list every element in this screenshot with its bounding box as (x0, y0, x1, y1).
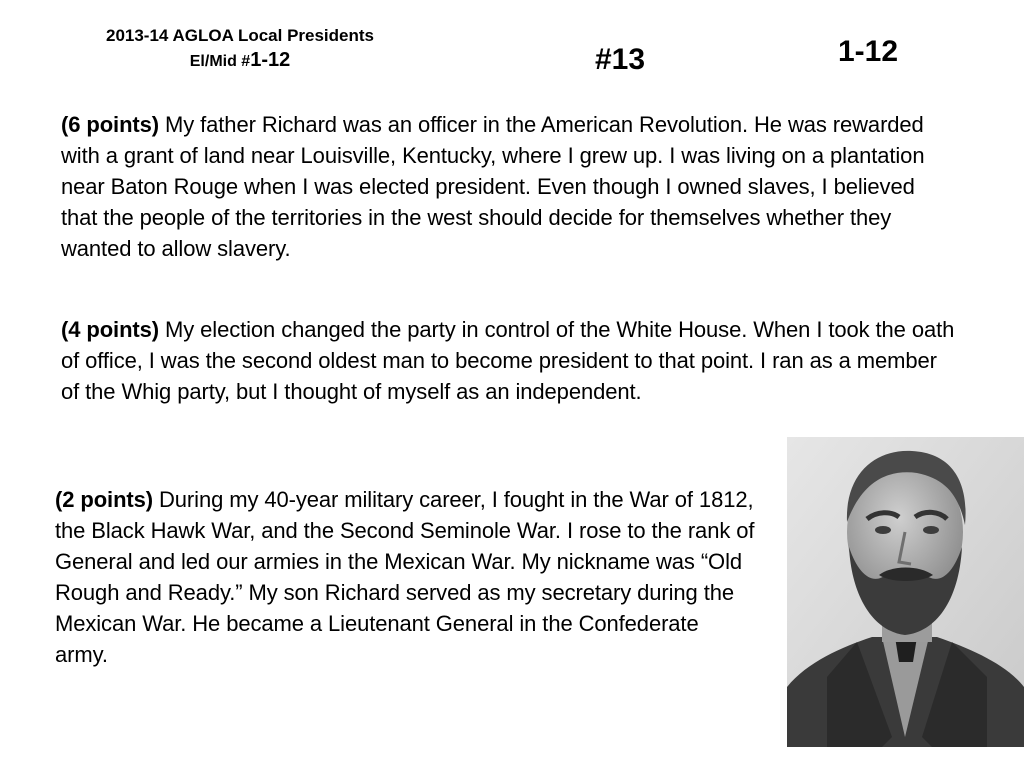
header-title-block (60, 24, 420, 74)
clue-text: During my 40-year military career, I fought in the War of 1812, the Black Hawk War, and the Second Seminole War. I rose to the rank of General and led our armies in the Mexican War. My nickname was “Old Rough and Ready.” My son Richard served as my secretary during the Mexican War. He became a Lieutenant General in the Confederate army. (55, 487, 755, 667)
header-subtitle (60, 48, 420, 74)
clue-points-label: (4 points) (61, 317, 159, 342)
header-subtitle-code: 1-12 (250, 49, 291, 71)
clue-text: My election changed the party in control of the White House. When I took the oath of office, I was the second oldest man to become president to that point. I ran as a member of the Whig party, but I thought of myself as an independent. (61, 317, 955, 404)
header-subtitle-prefix: El/Mid # (189, 53, 251, 70)
header-title: 2013-14 AGLOA Local Presidents (105, 26, 374, 45)
clue-text: My father Richard was an officer in the American Revolution. He was rewarded with a grant of land near Louisville, Kentucky, where I grew up. I was living on a plantation near Baton Rouge when I was elected president. Even though I owned slaves, I believed that the people of the territories in the west should decide for themselves whether they wanted to allow slavery. (61, 112, 925, 261)
question-number: #13 (595, 43, 646, 76)
top-right-code: 1-12 (838, 35, 899, 68)
clue-points-label: (2 points) (55, 487, 153, 512)
portrait-photo (787, 437, 1024, 747)
clue-2-points (55, 484, 755, 670)
clue-4-points (61, 314, 956, 407)
clue-points-label: (6 points) (61, 112, 159, 137)
clue-6-points (61, 109, 951, 264)
